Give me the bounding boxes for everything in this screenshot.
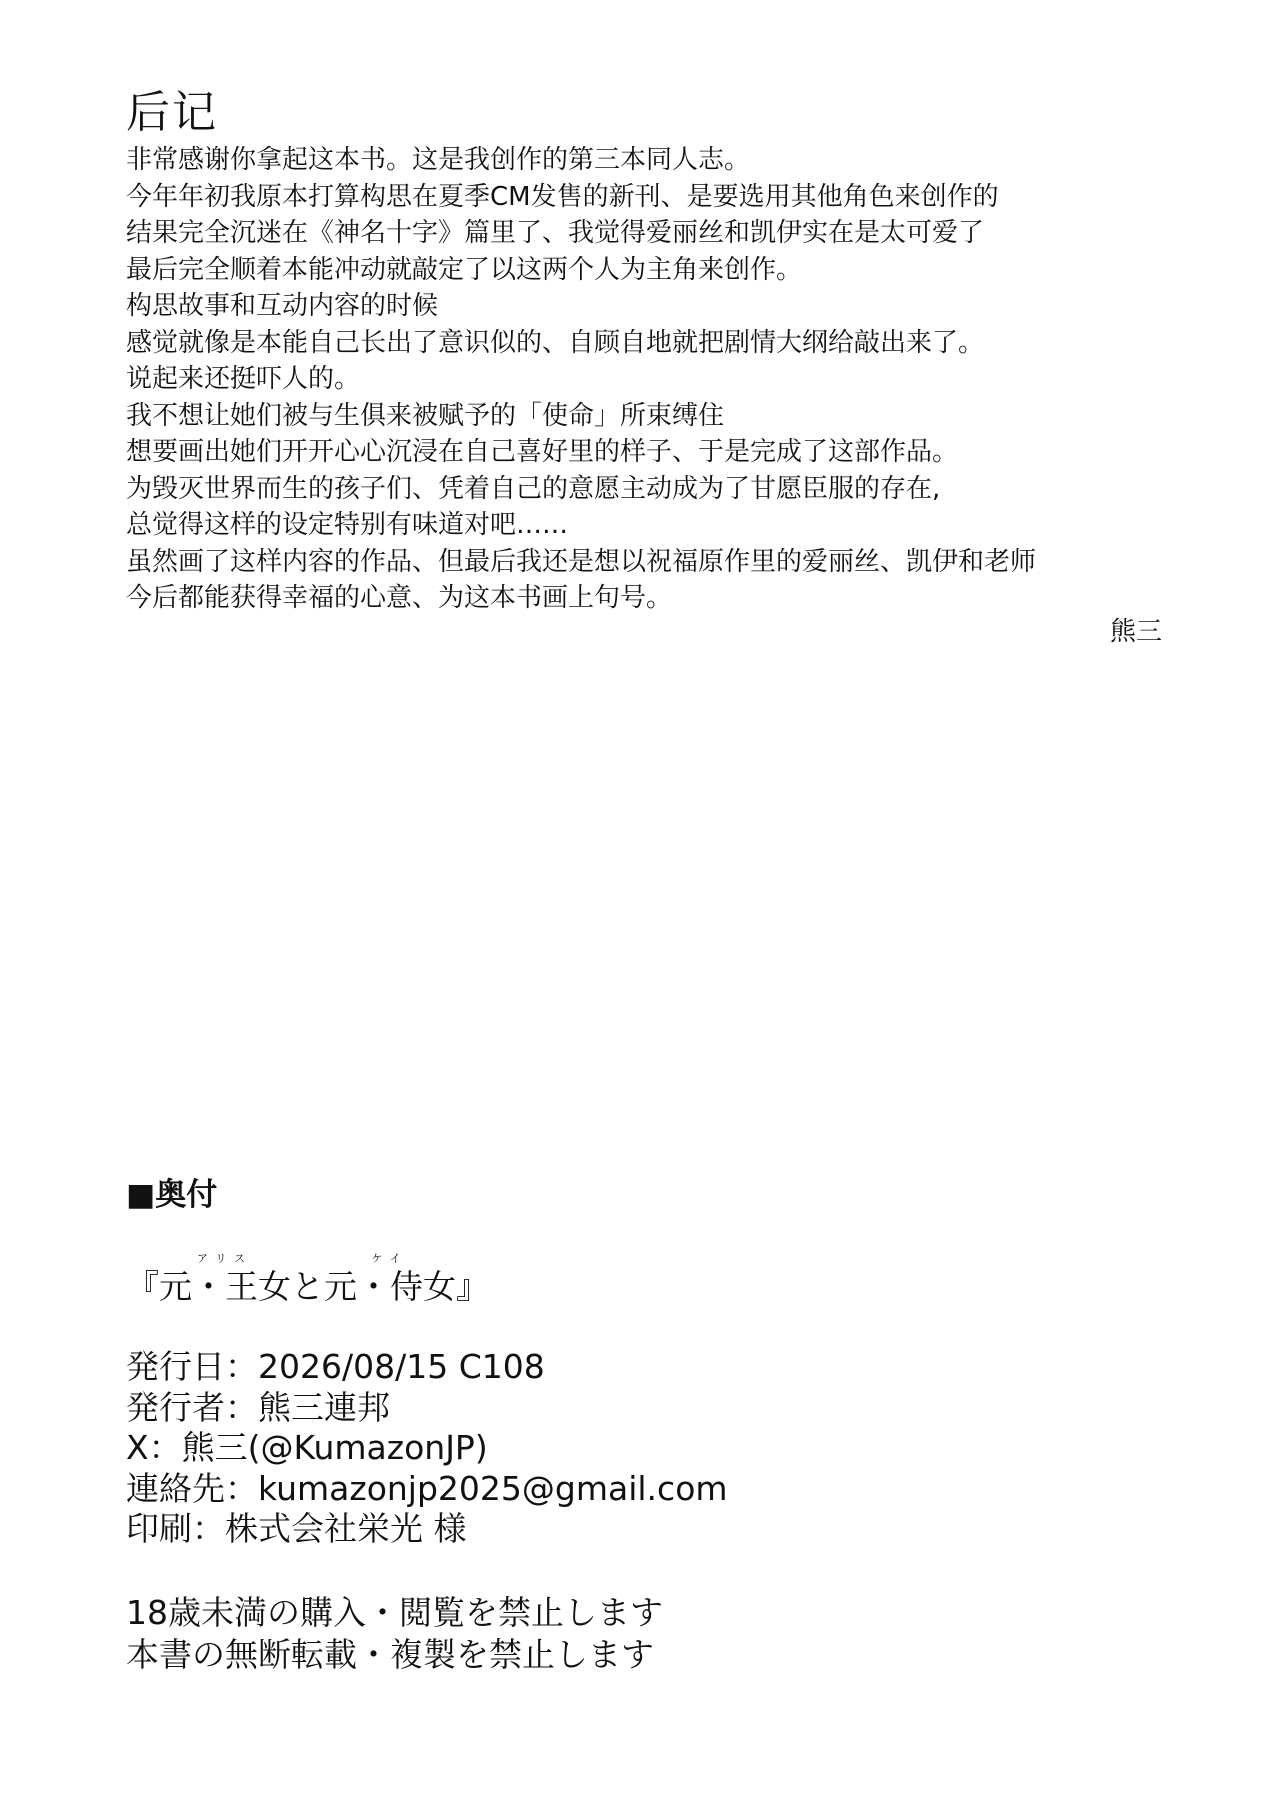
afterword-line: 非常感谢你拿起这本书。这是我创作的第三本同人志。: [126, 145, 751, 175]
legal-notices: [126, 1592, 1166, 1676]
afterword-title: 后记: [126, 87, 218, 138]
printer: 印刷：株式会社栄光 様: [126, 1509, 467, 1548]
title-open-bracket: 『: [126, 1267, 159, 1306]
title-part-former-princess: [159, 1252, 291, 1309]
title-particle: と: [291, 1267, 324, 1306]
afterword-line: 总觉得这样的设定特别有味道对吧……: [126, 510, 569, 540]
title-part-text: 元・侍女: [324, 1267, 456, 1306]
afterword-line: 结果完全沉迷在《神名十字》篇里了、我觉得爱丽丝和凯伊实在是太可爱了: [126, 218, 985, 248]
ruby-kei: ケイ: [371, 1252, 409, 1265]
copyright-notice: 本書の無断転載・複製を禁止します: [126, 1634, 654, 1674]
contact-email: 連絡先：kumazonjp2025@gmail.com: [126, 1468, 728, 1508]
afterword-body: [126, 142, 1166, 617]
colophon-heading: ■奥付: [126, 1177, 218, 1213]
afterword-line: 说起来还挺吓人的。: [126, 364, 361, 394]
title-part-text: 元・王女: [159, 1267, 291, 1306]
author-signature: 熊三: [1109, 617, 1162, 647]
afterword-section: [126, 88, 1166, 617]
age-restriction-notice: 18歳未満の購入・閲覧を禁止します: [126, 1592, 663, 1632]
afterword-line: 感觉就像是本能自己长出了意识似的、自顾自地就把剧情大纲给敲出来了。: [126, 327, 985, 358]
publication-info: [126, 1347, 1166, 1550]
ruby-alice: アリス: [196, 1252, 254, 1265]
issue-date: 発行日：2026/08/15 C108: [126, 1347, 545, 1386]
x-account: X：熊三(@KumazonJP): [126, 1428, 488, 1467]
afterword-line: 最后完全顺着本能冲动就敲定了以这两个人为主角来创作。: [126, 254, 803, 285]
publisher: 発行者：熊三連邦: [126, 1387, 390, 1427]
afterword-line: 构思故事和互动内容的时候: [126, 291, 439, 321]
book-title: [126, 1251, 1166, 1309]
afterword-line: 虽然画了这样内容的作品、但最后我还是想以祝福原作里的爱丽丝、凯伊和老师: [126, 546, 1037, 577]
afterword-line: 想要画出她们开开心心沉浸在自己喜好里的样子、于是完成了这部作品。: [126, 437, 959, 467]
title-part-former-maid: [324, 1252, 456, 1309]
afterword-line: 我不想让她们被与生俱来被赋予的「使命」所束缚住: [126, 400, 725, 431]
title-close-bracket: 』: [456, 1267, 489, 1306]
afterword-line: 为毁灭世界而生的孩子们、凭着自己的意愿主动成为了甘愿臣服的存在,: [126, 473, 941, 504]
afterword-line: 今年年初我原本打算构思在夏季CM发售的新刊、是要选用其他角色来创作的: [126, 181, 999, 212]
colophon-section: [126, 1175, 1166, 1676]
afterword-line: 今后都能获得幸福的心意、为这本书画上句号。: [126, 583, 673, 613]
